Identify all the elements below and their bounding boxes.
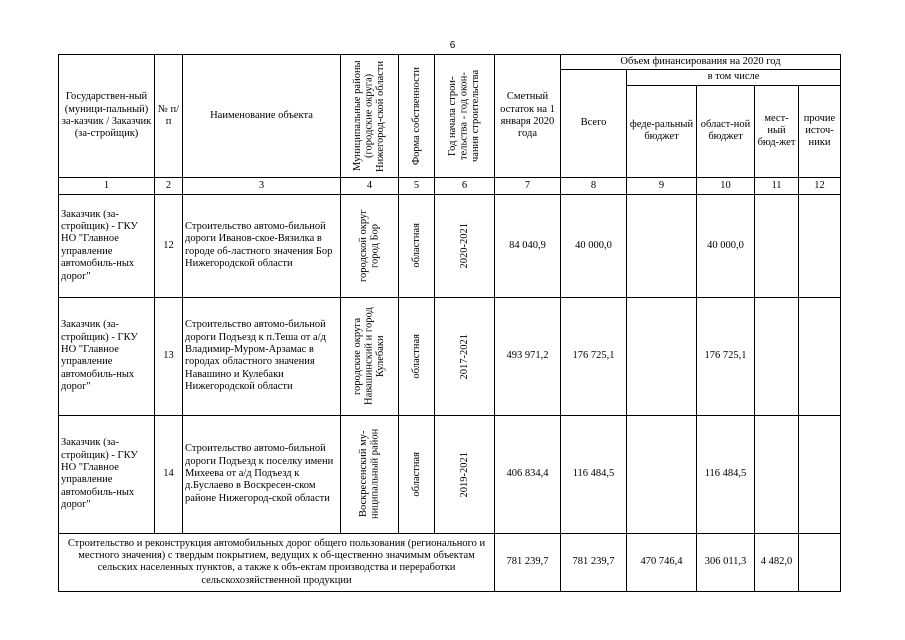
row-local: [755, 194, 799, 297]
row-ownership-text: областная: [410, 333, 422, 379]
row-federal: [627, 297, 697, 415]
row-district-text: городской округ город Бор: [357, 209, 381, 283]
column-index: 1: [59, 177, 155, 194]
table-row: [59, 194, 841, 297]
header-funding-group: Объем финансирования на 2020 год: [561, 55, 841, 70]
row-customer: Заказчик (за-стройщик) - ГКУ НО "Главное управление автомобиль-ных дорог": [59, 415, 155, 533]
row-ownership: [399, 297, 435, 415]
header-customer: Государствен-ный (муници-пальный) за-казчик / Заказчик (за-стройщик): [59, 55, 155, 178]
row-local: [755, 415, 799, 533]
row-years: [435, 194, 495, 297]
summary-local: 4 482,0: [755, 533, 799, 591]
row-regional: 40 000,0: [697, 194, 755, 297]
table-row: [59, 297, 841, 415]
table-row: [59, 415, 841, 533]
header-years-text: Год начала строи-тельства - год окон-чания строительства: [447, 69, 482, 162]
column-index: 8: [561, 177, 627, 194]
header-ownership: [399, 55, 435, 178]
row-years-text: 2020-2021: [458, 223, 470, 269]
column-index: 3: [183, 177, 341, 194]
column-index: 11: [755, 177, 799, 194]
column-index: 7: [495, 177, 561, 194]
page-number: 6: [449, 40, 456, 51]
column-index: 12: [799, 177, 841, 194]
row-district: [341, 297, 399, 415]
row-estimate: 406 834,4: [495, 415, 561, 533]
column-index: 2: [155, 177, 183, 194]
header-number: № п/п: [155, 55, 183, 178]
row-ownership: [399, 194, 435, 297]
column-index: 6: [435, 177, 495, 194]
header-district-text: Муниципальные районы (городские округа) Нижегород-ской области: [352, 60, 387, 172]
row-object-name: Строительство автомо-бильной дороги Подъезд к п.Теша от а/д Владимир-Муром-Арзамас в городах областного значения Навашино и Кулебаки Нижегородской области: [183, 297, 341, 415]
column-index: 5: [399, 177, 435, 194]
row-other: [799, 297, 841, 415]
row-years-text: 2017-2021: [458, 333, 470, 379]
summary-total: 781 239,7: [561, 533, 627, 591]
row-total: 116 484,5: [561, 415, 627, 533]
row-customer: Заказчик (за-стройщик) - ГКУ НО "Главное управление автомобиль-ных дорог": [59, 194, 155, 297]
row-district: [341, 194, 399, 297]
row-number: 13: [155, 297, 183, 415]
header-district: [341, 55, 399, 178]
row-years: [435, 415, 495, 533]
summary-row: [59, 533, 841, 591]
summary-federal: 470 746,4: [627, 533, 697, 591]
summary-title: Строительство и реконструкция автомобильных дорог общего пользования (регионального и местного значения) с твердым покрытием, ведущих к об-щественно значимым объектам сельских населенных пунктов, а также к объ-ектам производства и переработки сельскохозяйственной продукции: [59, 533, 495, 591]
row-district-text: Воскресенский му-ниципальный район: [357, 429, 381, 520]
header-local: мест-ный бюд-жет: [755, 85, 799, 177]
column-index: 4: [341, 177, 399, 194]
row-district-text: городские округа Навашинский и город Кулебаки: [352, 307, 387, 406]
header-total: Всего: [561, 70, 627, 177]
row-years: [435, 297, 495, 415]
row-regional: 176 725,1: [697, 297, 755, 415]
row-total: 40 000,0: [561, 194, 627, 297]
header-estimate: Сметный остаток на 1 января 2020 года: [495, 55, 561, 178]
header-years: [435, 55, 495, 178]
row-object-name: Строительство автомо-бильной дороги Иванов-ское-Вязилка в городе об-ластного значения Бор Нижегородской области: [183, 194, 341, 297]
row-estimate: 493 971,2: [495, 297, 561, 415]
row-other: [799, 415, 841, 533]
row-district: [341, 415, 399, 533]
row-federal: [627, 415, 697, 533]
header-federal: феде-ральный бюджет: [627, 85, 697, 177]
header-other: прочие источ-ники: [799, 85, 841, 177]
row-number: 12: [155, 194, 183, 297]
row-federal: [627, 194, 697, 297]
row-regional: 116 484,5: [697, 415, 755, 533]
header-ownership-text: Форма собственности: [410, 66, 422, 165]
header-object-name: Наименование объекта: [183, 55, 341, 178]
row-local: [755, 297, 799, 415]
row-object-name: Строительство автомо-бильной дороги Подъезд к поселку имени Михеева от а/д Подъезд к д.Буслаево в Воскресен-ском районе Нижегород-ской области: [183, 415, 341, 533]
column-index-row: [59, 177, 841, 194]
summary-estimate: 781 239,7: [495, 533, 561, 591]
row-customer: Заказчик (за-стройщик) - ГКУ НО "Главное управление автомобиль-ных дорог": [59, 297, 155, 415]
header-regional: област-ной бюджет: [697, 85, 755, 177]
column-index: 10: [697, 177, 755, 194]
row-number: 14: [155, 415, 183, 533]
row-ownership-text: областная: [410, 451, 422, 497]
header-including: в том числе: [627, 70, 841, 85]
summary-other: [799, 533, 841, 591]
row-total: 176 725,1: [561, 297, 627, 415]
row-years-text: 2019-2021: [458, 451, 470, 497]
row-other: [799, 194, 841, 297]
row-estimate: 84 040,9: [495, 194, 561, 297]
financing-table: [58, 54, 841, 592]
row-ownership-text: областная: [410, 223, 422, 269]
column-index: 9: [627, 177, 697, 194]
row-ownership: [399, 415, 435, 533]
summary-regional: 306 011,3: [697, 533, 755, 591]
